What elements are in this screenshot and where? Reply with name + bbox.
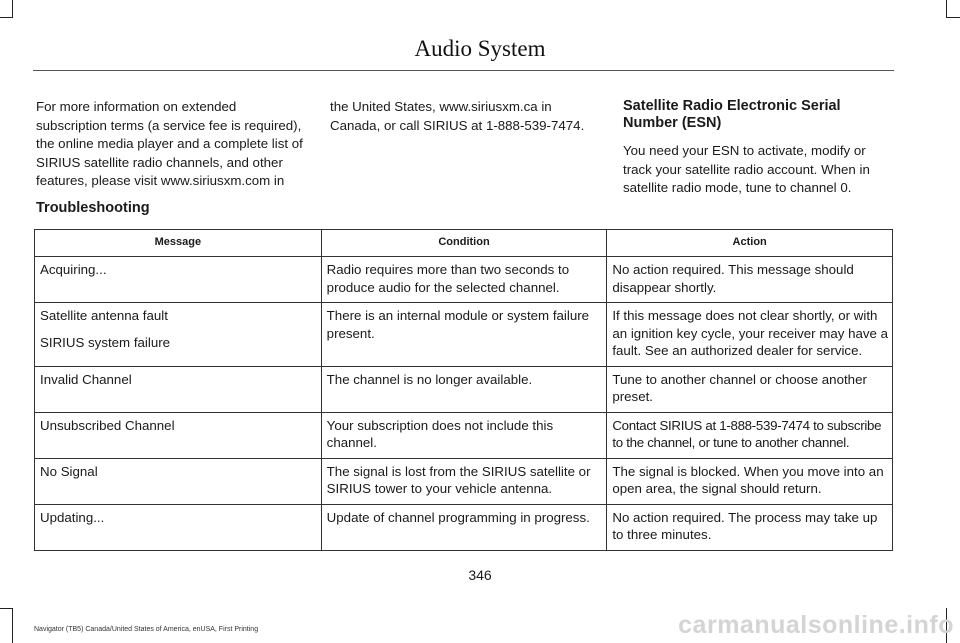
action-cell: The signal is blocked. When you move into an open area, the signal should return. [607, 458, 893, 504]
troubleshooting-table [34, 229, 893, 551]
message-text: No Signal [40, 463, 98, 479]
right-column [623, 98, 895, 207]
page-number: 346 [468, 567, 492, 583]
crop-mark [12, 0, 13, 17]
action-cell: No action required. The process may take up to three minutes. [607, 504, 893, 550]
message-cell [35, 257, 322, 303]
esn-text: You need your ESN to activate, modify or track your satellite radio account. When in satellite radio mode, tune to channel 0. [623, 143, 870, 195]
table-row [35, 303, 893, 367]
footer-text: Navigator (TB5) Canada/United States of America, enUSA, First Printing [34, 626, 259, 633]
middle-column [330, 98, 602, 144]
message-text: Acquiring... [40, 262, 107, 277]
crop-mark [0, 608, 13, 609]
action-cell: Contact SIRIUS at 1-888-539-7474 to subscribe to the channel, or tune to another channel. [607, 412, 893, 458]
table-row [35, 458, 893, 504]
troubleshooting-heading: Troubleshooting [36, 200, 150, 216]
message-text: SIRIUS system failure [40, 334, 171, 350]
message-text: Satellite antenna fault [40, 308, 168, 323]
watermark-logo: carmanualsonline.info [678, 611, 954, 639]
header-message: Message [35, 230, 322, 257]
table-row [35, 366, 893, 412]
message-cell [35, 504, 322, 550]
message-text: Invalid Channel [40, 371, 132, 387]
message-text: Updating... [40, 509, 105, 525]
message-cell [35, 366, 322, 412]
message-cell [35, 412, 322, 458]
header-divider [33, 70, 894, 71]
action-cell: No action required. This message should disappear shortly. [607, 257, 893, 303]
table-row [35, 504, 893, 550]
esn-heading: Satellite Radio Electronic Serial Number (ESN) [623, 98, 841, 131]
crop-mark [0, 17, 13, 18]
action-cell: If this message does not clear shortly, or with an ignition key cycle, your receiver may have a fault. See an authorized dealer for service. [607, 303, 893, 367]
message-cell [35, 458, 322, 504]
crop-mark [946, 0, 947, 17]
crop-mark [12, 608, 13, 643]
condition-cell: Radio requires more than two seconds to produce audio for the selected channel. [321, 257, 607, 303]
table-header-row [35, 230, 893, 257]
condition-cell: The signal is lost from the SIRIUS satellite or SIRIUS tower to your vehicle antenna. [321, 458, 607, 504]
middle-column-text: the United States, www.siriusxm.ca in Canada, or call SIRIUS at 1-888-539-7474. [330, 99, 585, 133]
crop-mark [946, 17, 960, 18]
left-column [36, 98, 308, 200]
action-cell: Tune to another channel or choose another preset. [607, 366, 893, 412]
condition-cell: Your subscription does not include this channel. [321, 412, 607, 458]
table-row [35, 412, 893, 458]
message-cell [35, 303, 322, 367]
table-row [35, 257, 893, 303]
condition-cell: Update of channel programming in progress. [321, 504, 607, 550]
header-condition: Condition [321, 230, 607, 257]
message-text: Unsubscribed Channel [40, 417, 175, 433]
header-action: Action [607, 230, 893, 257]
condition-cell: The channel is no longer available. [321, 366, 607, 412]
page-title: Audio System [414, 36, 546, 61]
left-column-text: For more information on extended subscription terms (a service fee is required), the online media player and a complete list of SIRIUS satellite radio channels, and other features, please visit www.siriusxm.com in [36, 99, 303, 188]
condition-cell: There is an internal module or system failure present. [321, 303, 607, 367]
